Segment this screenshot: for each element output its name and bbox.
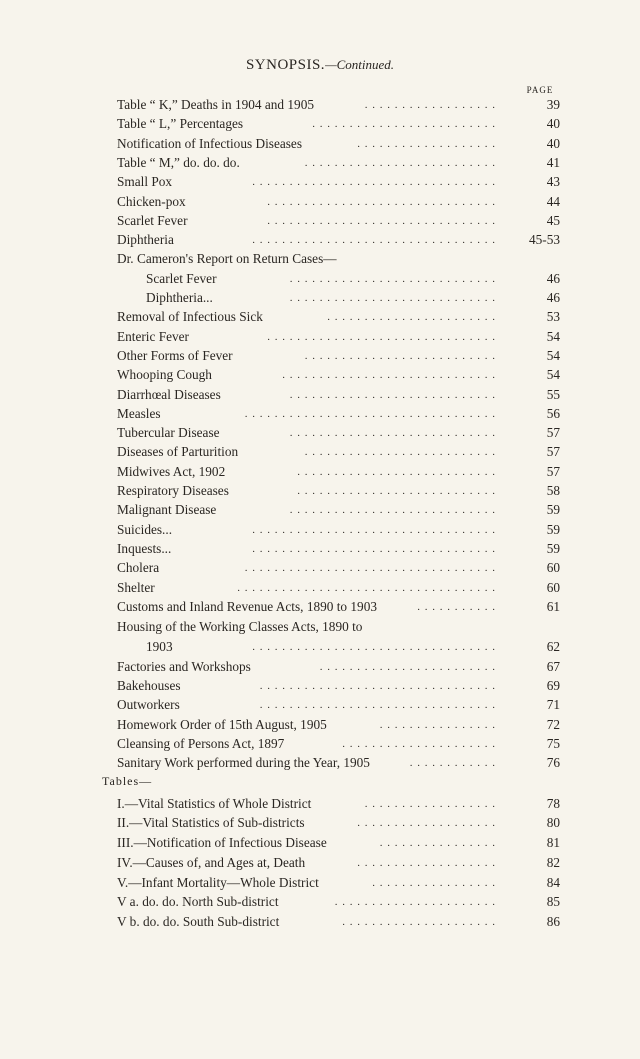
entry-title: Table “ K,” Deaths in 1904 and 1905 xyxy=(117,97,314,112)
entry-page-number: 82 xyxy=(546,855,560,870)
contents-entry xyxy=(0,579,640,597)
entry-title: Scarlet Fever xyxy=(117,213,188,228)
entry-page-number: 46 xyxy=(546,271,560,286)
contents-entry xyxy=(0,795,640,813)
entry-page-number: 60 xyxy=(546,580,560,595)
contents-entry xyxy=(0,463,640,481)
entry-title: Diarrhœal Diseases xyxy=(117,387,221,402)
contents-entry xyxy=(0,289,640,307)
leader-dots: . . . . . . . . . . . xyxy=(417,601,496,613)
entry-title: Table “ L,” Percentages xyxy=(117,116,244,131)
entry-page-number: 56 xyxy=(546,406,560,421)
contents-entry xyxy=(0,424,640,442)
contents-entry xyxy=(0,193,640,211)
entry-title: Shelter xyxy=(117,580,155,595)
entry-title: III.—Notification of Infectious Disease xyxy=(117,835,327,850)
entry-title: IV.—Causes of, and Ages at, Death xyxy=(117,855,306,870)
entry-title: II.—Vital Statistics of Sub-districts xyxy=(117,815,305,830)
entry-title: Homework Order of 15th August, 1905 xyxy=(117,717,327,732)
entry-title: V.—Infant Mortality—Whole District xyxy=(117,875,319,890)
contents-entry xyxy=(0,913,640,931)
leader-dots: . . . . . . . . . . . . . . . . xyxy=(379,837,496,849)
leader-dots: . . . . . . . . . . . . . . . . . . . . . . . . . . . xyxy=(297,485,496,497)
entry-page-number: 59 xyxy=(546,502,560,517)
entry-page-number: 81 xyxy=(546,835,560,850)
contents-entry xyxy=(0,212,640,230)
entry-title: Scarlet Fever xyxy=(146,271,217,286)
entry-page-number: 62 xyxy=(546,639,560,654)
entry-page-number: 54 xyxy=(546,329,560,344)
entry-page-number: 44 xyxy=(546,194,560,209)
contents-entry xyxy=(0,328,640,346)
contents-entry xyxy=(0,135,640,153)
entry-title: Inquests... xyxy=(117,541,172,556)
entry-page-number: 59 xyxy=(546,541,560,556)
entry-page-number: 57 xyxy=(546,464,560,479)
leader-dots: . . . . . . . . . . . . . . . . . . . . . . . . . . . . . . . . xyxy=(259,699,496,711)
entry-page-number: 40 xyxy=(546,116,560,131)
contents-entry xyxy=(0,482,640,500)
leader-dots: . . . . . . . . . . . . . . . . . . . . . . . . . . . . . . . . . xyxy=(252,641,496,653)
contents-entry xyxy=(0,874,640,892)
entry-page-number: 45 xyxy=(546,213,560,228)
entry-title: Diseases of Parturition xyxy=(117,444,239,459)
entry-page-number: 80 xyxy=(546,815,560,830)
contents-entry xyxy=(0,834,640,852)
leader-dots: . . . . . . . . . . . . . . . . . . . . . . . . . . . . . . . . . xyxy=(252,524,496,536)
entry-title: Chicken-pox xyxy=(117,194,186,209)
entry-title: Suicides... xyxy=(117,522,173,537)
contents-entry xyxy=(0,618,640,636)
leader-dots: . . . . . . . . . . . . . . . . . xyxy=(372,877,496,889)
contents-entry xyxy=(0,96,640,114)
entry-title: V b. do. do. South Sub-district xyxy=(117,914,280,929)
contents-entry xyxy=(0,386,640,404)
entry-page-number: 57 xyxy=(546,425,560,440)
entry-title: Diphtheria... xyxy=(146,290,213,305)
leader-dots: . . . . . . . . . . . . . . . . . . . . . . . . . . xyxy=(304,157,496,169)
leader-dots: . . . . . . . . . . . . . . . . . . . . . . xyxy=(334,896,496,908)
leader-dots: . . . . . . . . . . . . . . . . . . . . . . . . xyxy=(319,661,496,673)
entry-title: Sanitary Work performed during the Year, 1905 xyxy=(117,755,370,770)
entry-title: Whooping Cough xyxy=(117,367,212,382)
tables-section-heading: Tables— xyxy=(102,774,153,788)
entry-page-number: 43 xyxy=(546,174,560,189)
entry-title: Factories and Workshops xyxy=(117,659,251,674)
leader-dots: . . . . . . . . . . . . . . . . . . . . . xyxy=(342,916,496,928)
leader-dots: . . . . . . . . . . . . . . . . . . . xyxy=(357,138,496,150)
entry-title: Other Forms of Fever xyxy=(117,348,233,363)
leader-dots: . . . . . . . . . . . . . . . . . . . . . . . . . . . . . . . . xyxy=(259,680,496,692)
contents-entry xyxy=(0,347,640,365)
leader-dots: . . . . . . . . . . . . . . . . . . . . . . . . . . . . . xyxy=(282,369,496,381)
contents-entry xyxy=(0,696,640,714)
contents-entry xyxy=(0,308,640,326)
entry-page-number: 76 xyxy=(546,755,560,770)
contents-entry xyxy=(0,658,640,676)
contents-entry xyxy=(0,405,640,423)
contents-entry xyxy=(0,638,640,656)
entry-page-number: 57 xyxy=(546,444,560,459)
entry-title: Enteric Fever xyxy=(117,329,189,344)
leader-dots: . . . . . . . . . . . . . . . . xyxy=(379,719,496,731)
leader-dots: . . . . . . . . . . . . . . . . . . . . . xyxy=(342,738,496,750)
contents-entry xyxy=(0,173,640,191)
leader-dots: . . . . . . . . . . . . . . . . . . . . . . . . . . . . . . . . . xyxy=(252,543,496,555)
leader-dots: . . . . . . . . . . . . xyxy=(409,757,496,769)
contents-entry xyxy=(0,716,640,734)
entry-page-number: 69 xyxy=(546,678,560,693)
entry-title: 1903 xyxy=(146,639,173,654)
entry-title: Small Pox xyxy=(117,174,173,189)
leader-dots: . . . . . . . . . . . . . . . . . . . . . . . . . . xyxy=(304,446,496,458)
entry-page-number: 84 xyxy=(546,875,560,890)
leader-dots: . . . . . . . . . . . . . . . . . . . . . . . . . . . . xyxy=(289,273,496,285)
leader-dots: . . . . . . . . . . . . . . . . . . . . . . . . . . . . xyxy=(289,389,496,401)
leader-dots: . . . . . . . . . . . . . . . . . . . . . . . . . . . . . . . xyxy=(267,196,496,208)
leader-dots: . . . . . . . . . . . . . . . . . . . . . . . . . xyxy=(312,118,496,130)
entry-title: V a. do. do. North Sub-district xyxy=(117,894,279,909)
entry-page-number: 55 xyxy=(546,387,560,402)
entry-page-number: 39 xyxy=(546,97,560,112)
contents-entry xyxy=(0,501,640,519)
leader-dots: . . . . . . . . . . . . . . . . . . . . . . . xyxy=(327,311,496,323)
contents-entry xyxy=(0,677,640,695)
leader-dots: . . . . . . . . . . . . . . . . . . . . . . . . . . . . . . . . . xyxy=(252,234,496,246)
contents-entry xyxy=(0,521,640,539)
leader-dots: . . . . . . . . . . . . . . . . . . . . . . . . . . . . . . . . . . . xyxy=(237,582,496,594)
entry-page-number: 86 xyxy=(546,914,560,929)
leader-dots: . . . . . . . . . . . . . . . . . . . . . . . . . . . . . . . . . xyxy=(252,176,496,188)
leader-dots: . . . . . . . . . . . . . . . . . . . . . . . . . . xyxy=(304,350,496,362)
leader-dots: . . . . . . . . . . . . . . . . . . . . . . . . . . . . . . . xyxy=(267,331,496,343)
entry-title: Diphtheria xyxy=(117,232,174,247)
entry-page-number: 75 xyxy=(546,736,560,751)
entry-title: I.—Vital Statistics of Whole District xyxy=(117,796,312,811)
entry-title: Notification of Infectious Diseases xyxy=(117,136,302,151)
entry-page-number: 54 xyxy=(546,348,560,363)
leader-dots: . . . . . . . . . . . . . . . . . . . . . . . . . . . . . . . . . . xyxy=(244,562,496,574)
entry-page-number: 72 xyxy=(546,717,560,732)
contents-entry xyxy=(0,154,640,172)
page-column-label: PAGE xyxy=(526,85,554,95)
leader-dots: . . . . . . . . . . . . . . . . . . . . . . . . . . . . xyxy=(289,427,496,439)
contents-entry xyxy=(0,893,640,911)
entry-page-number: 67 xyxy=(546,659,560,674)
contents-entry xyxy=(0,231,640,249)
leader-dots: . . . . . . . . . . . . . . . . . . . . . . . . . . . . xyxy=(289,292,496,304)
page-heading xyxy=(0,57,640,74)
entry-title: Bakehouses xyxy=(117,678,181,693)
entry-page-number: 45-53 xyxy=(528,232,560,247)
leader-dots: . . . . . . . . . . . . . . . . . . xyxy=(364,798,496,810)
heading-title: SYNOPSIS. xyxy=(245,57,326,73)
entry-page-number: 54 xyxy=(546,367,560,382)
contents-entry xyxy=(0,366,640,384)
entry-title: Cholera xyxy=(117,560,160,575)
contents-entry xyxy=(0,443,640,461)
leader-dots: . . . . . . . . . . . . . . . . . . . . . . . . . . . . xyxy=(289,504,496,516)
entry-title: Cleansing of Persons Act, 1897 xyxy=(117,736,285,751)
entry-page-number: 59 xyxy=(546,522,560,537)
entry-title: Dr. Cameron's Report on Return Cases— xyxy=(117,251,337,266)
contents-entry xyxy=(0,814,640,832)
contents-entry xyxy=(0,270,640,288)
leader-dots: . . . . . . . . . . . . . . . . . . . . . . . . . . . xyxy=(297,466,496,478)
entry-page-number: 41 xyxy=(546,155,560,170)
leader-dots: . . . . . . . . . . . . . . . . . . . xyxy=(357,817,496,829)
contents-entry xyxy=(0,540,640,558)
entry-page-number: 46 xyxy=(546,290,560,305)
contents-entry xyxy=(0,115,640,133)
entry-title: Measles xyxy=(117,406,161,421)
contents-entry xyxy=(0,559,640,577)
contents-entry xyxy=(0,598,640,616)
entry-page-number: 53 xyxy=(546,309,560,324)
contents-entry xyxy=(0,854,640,872)
entry-title: Tubercular Disease xyxy=(117,425,220,440)
entry-page-number: 85 xyxy=(546,894,560,909)
entry-page-number: 58 xyxy=(546,483,560,498)
leader-dots: . . . . . . . . . . . . . . . . . . . . . . . . . . . . . . . . . . xyxy=(244,408,496,420)
entry-title: Housing of the Working Classes Acts, 1890 to xyxy=(117,619,363,634)
entry-page-number: 78 xyxy=(546,796,560,811)
entry-title: Customs and Inland Revenue Acts, 1890 to 1903 xyxy=(117,599,378,614)
entry-title: Removal of Infectious Sick xyxy=(117,309,263,324)
contents-entry xyxy=(0,735,640,753)
leader-dots: . . . . . . . . . . . . . . . . . . . xyxy=(357,857,496,869)
heading-subtitle: —Continued. xyxy=(325,57,395,72)
entry-page-number: 40 xyxy=(546,136,560,151)
entry-title: Malignant Disease xyxy=(117,502,217,517)
entry-title: Table “ M,” do. do. do. xyxy=(117,155,240,170)
entry-title: Respiratory Diseases xyxy=(117,483,229,498)
leader-dots: . . . . . . . . . . . . . . . . . . xyxy=(364,99,496,111)
contents-entry xyxy=(0,250,640,268)
entry-page-number: 60 xyxy=(546,560,560,575)
entry-title: Midwives Act, 1902 xyxy=(117,464,226,479)
contents-entry xyxy=(0,754,640,772)
entry-page-number: 61 xyxy=(546,599,560,614)
entry-title: Outworkers xyxy=(117,697,180,712)
leader-dots: . . . . . . . . . . . . . . . . . . . . . . . . . . . . . . . xyxy=(267,215,496,227)
entry-page-number: 71 xyxy=(546,697,560,712)
